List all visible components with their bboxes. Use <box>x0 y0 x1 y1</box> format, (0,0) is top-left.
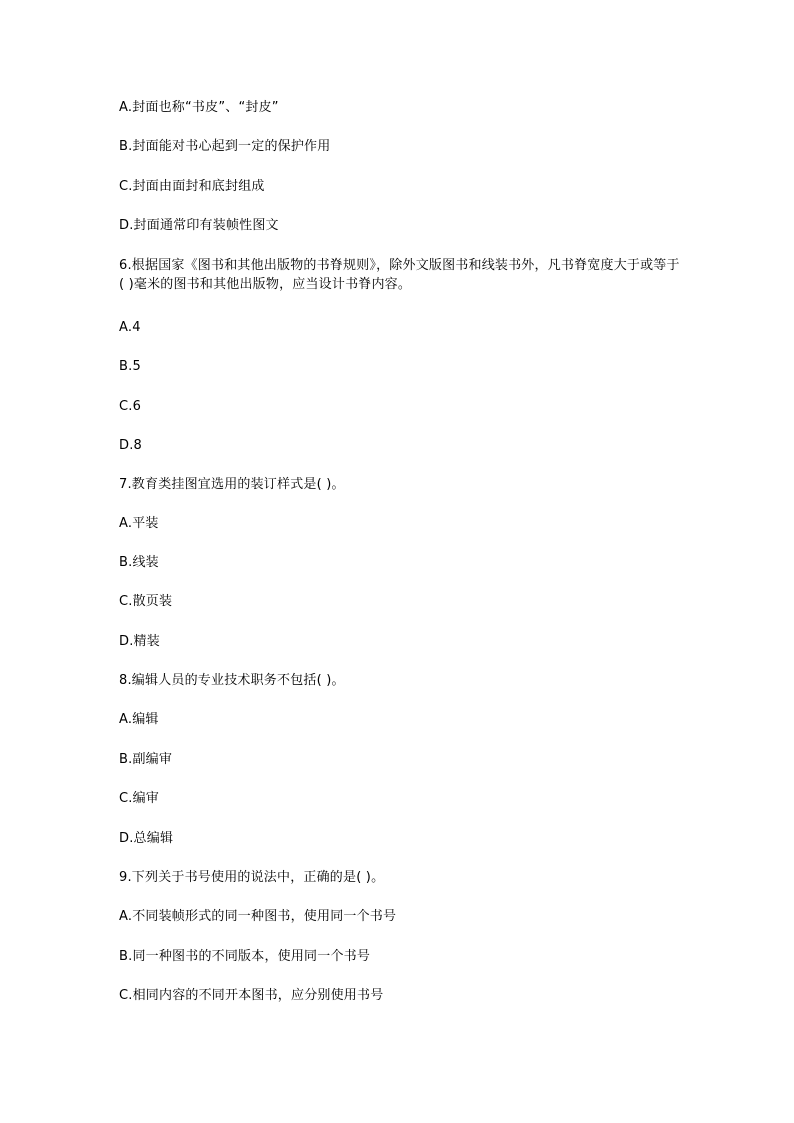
option-9a: A.不同装帧形式的同一种图书，使用同一个书号 <box>119 909 397 924</box>
option-8b: B.副编审 <box>119 752 173 767</box>
question-7: 7.教育类挂图宜选用的装订样式是( )。 <box>119 477 345 492</box>
option-7b: B.线装 <box>119 555 159 570</box>
option-7d: D.精装 <box>119 634 160 649</box>
option-8c: C.编审 <box>119 791 160 806</box>
question-8: 8.编辑人员的专业技术职务不包括( )。 <box>119 673 345 688</box>
option-8d: D.总编辑 <box>119 831 174 846</box>
option-6d: D.8 <box>119 438 143 453</box>
option-5d: D.封面通常印有装帧性图文 <box>119 218 279 233</box>
option-9c: C.相同内容的不同开本图书，应分别使用书号 <box>119 988 384 1003</box>
option-7c: C.散页装 <box>119 594 173 609</box>
question-6: 6.根据国家《图书和其他出版物的书脊规则》，除外文版图书和线装书外，凡书脊宽度大于或等于( )毫米的图书和其他出版物，应当设计书脊内容。 <box>119 258 680 292</box>
option-6c: C.6 <box>119 399 142 414</box>
option-6b: B.5 <box>119 359 141 374</box>
question-9: 9.下列关于书号使用的说法中，正确的是( )。 <box>119 870 385 885</box>
option-6a: A.4 <box>119 320 141 335</box>
option-5c: C.封面由面封和底封组成 <box>119 179 265 194</box>
option-5b: B.封面能对书心起到一定的保护作用 <box>119 139 331 154</box>
option-5a: A.封面也称“书皮”、“封皮” <box>119 100 279 115</box>
option-8a: A.编辑 <box>119 712 159 727</box>
option-7a: A.平装 <box>119 516 159 531</box>
option-9b: B.同一种图书的不同版本，使用同一个书号 <box>119 949 371 964</box>
